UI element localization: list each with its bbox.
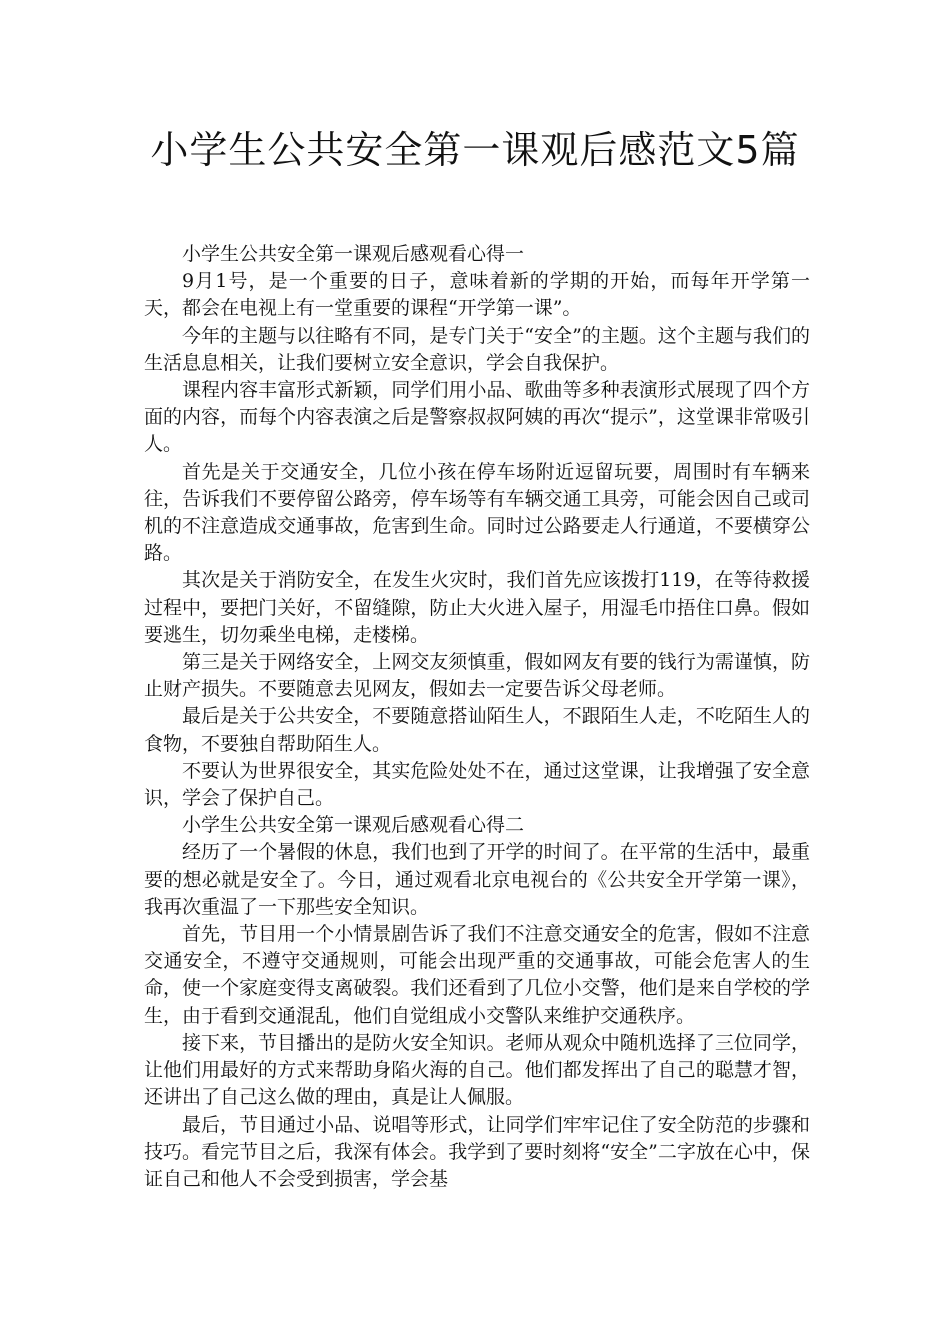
paragraph: 最后，节目通过小品、说唱等形式，让同学们牢牢记住了安全防范的步骤和技巧。看完节目之后，我深有体会。我学到了要时刻将“安全”二字放在心中，保证自己和他人不会受到损害，学会基 — [144, 1113, 810, 1190]
paragraph: 最后是关于公共安全，不要随意搭讪陌生人，不跟陌生人走，不吃陌生人的食物，不要独自帮助陌生人。 — [144, 705, 810, 755]
paragraph: 首先，节目用一个小情景剧告诉了我们不注意交通安全的危害，假如不注意交通安全，不遵守交通规则，可能会出现严重的交通事故，可能会危害人的生命，使一个家庭变得支离破裂。我们还看到了几位小交警，他们是来自学校的学生，由于看到交通混乱，他们自觉组成小交警队来维护交通秩序。 — [144, 923, 810, 1027]
document-body — [144, 241, 810, 1193]
paragraph: 9月1号，是一个重要的日子，意味着新的学期的开始，而每年开学第一天，都会在电视上有一堂重要的课程“开学第一课”。 — [144, 270, 810, 320]
section-heading-2: 小学生公共安全第一课观后感观看心得二 — [182, 814, 525, 837]
paragraph: 接下来，节目播出的是防火安全知识。老师从观众中随机选择了三位同学，让他们用最好的方式来帮助身陷火海的自己。他们都发挥出了自己的聪慧才智，还讲出了自己这么做的理由，真是让人佩服。 — [144, 1031, 810, 1109]
paragraph: 今年的主题与以往略有不同，是专门关于“安全”的主题。这个主题与我们的生活息息相关，让我们要树立安全意识，学会自我保护。 — [144, 324, 810, 374]
section-heading-1: 小学生公共安全第一课观后感观看心得一 — [182, 243, 525, 265]
paragraph: 首先是关于交通安全，几位小孩在停车场附近逗留玩要，周围时有车辆来往，告诉我们不要停留公路旁，停车场等有车辆交通工具旁，可能会因自己或司机的不注意造成交通事故，危害到生命。同时过公路要走人行通道，不要横穿公路。 — [144, 460, 810, 565]
paragraph: 其次是关于消防安全，在发生火灾时，我们首先应该拨打119，在等待救援过程中，要把门关好，不留缝隙，防止大火进入屋子，用湿毛巾捂住口鼻。假如要逃生，切勿乘坐电梯，走楼梯。 — [144, 569, 810, 646]
paragraph: 经历了一个暑假的休息，我们也到了开学的时间了。在平常的生活中，最重要的想必就是安全了。今日，通过观看北京电视台的《公共安全开学第一课》，我再次重温了一下那些安全知识。 — [144, 841, 810, 918]
paragraph: 不要认为世界很安全，其实危险处处不在，通过这堂课，让我增强了安全意识，学会了保护自己。 — [144, 759, 810, 810]
paragraph: 课程内容丰富形式新颖，同学们用小品、歌曲等多种表演形式展现了四个方面的内容，而每个内容表演之后是警察叔叔阿姨的再次“提示”，这堂课非常吸引人。 — [144, 379, 810, 456]
paragraph: 第三是关于网络安全，上网交友须慎重，假如网友有要的钱行为需谨慎，防止财产损失。不要随意去见网友，假如去一定要告诉父母老师。 — [144, 651, 810, 701]
document-title: 小学生公共安全第一课观后感范文5篇 — [150, 128, 800, 172]
